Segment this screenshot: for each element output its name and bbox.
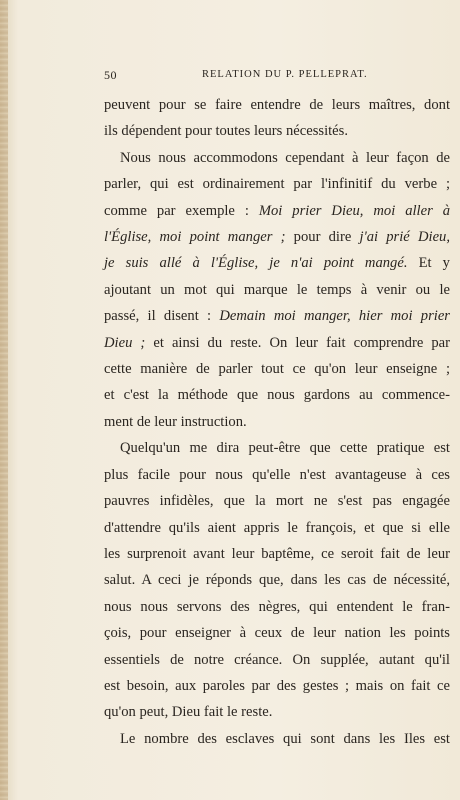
text-line: est besoin, aux paroles par des gestes ; mais on fait ce bbox=[104, 677, 450, 694]
running-head: RELATION DU P. PELLEPRAT. bbox=[202, 69, 368, 80]
text-line: nous nous servons des nègres, qui entendent le fran- bbox=[104, 598, 450, 615]
page-number: 50 bbox=[104, 68, 117, 82]
body-text bbox=[104, 92, 450, 752]
text-line: les surprenoit avant leur baptême, ce seroit fait de leur bbox=[104, 545, 450, 562]
text-line: et c'est la méthode que nous gardons au commence- bbox=[104, 387, 450, 404]
page-header bbox=[104, 68, 450, 84]
text-line: comme par exemple : Moi prier Dieu, moi aller à bbox=[104, 202, 450, 219]
text-line: plus facile pour nous qu'elle n'est avantageuse à ces bbox=[104, 466, 450, 483]
page-binding-edge bbox=[0, 0, 8, 800]
text-line: essentiels de notre créance. On supplée, autant qu'il bbox=[104, 651, 450, 668]
text-line: çois, pour enseigner à ceux de leur nation les points bbox=[104, 625, 450, 642]
text-line: l'Église, moi point manger ; pour dire j'ai prié Dieu, bbox=[104, 229, 450, 246]
text-line: qu'on peut, Dieu fait le reste. bbox=[104, 704, 273, 721]
text-line: parler, qui est ordinairement par l'infinitif du verbe ; bbox=[104, 176, 450, 193]
text-line: passé, il disent : Demain moi manger, hier moi prier bbox=[104, 308, 450, 325]
text-line: Dieu ; et ainsi du reste. On leur fait comprendre par bbox=[104, 334, 450, 351]
text-line: Nous nous accommodons cependant à leur façon de bbox=[120, 149, 450, 166]
text-line: je suis allé à l'Église, je n'ai point mangé. Et y bbox=[104, 255, 450, 272]
text-line: ils dépendent pour toutes leurs nécessités. bbox=[104, 123, 348, 140]
text-line: Le nombre des esclaves qui sont dans les Iles est bbox=[120, 730, 450, 747]
text-line: d'attendre qu'ils aient appris le françois, et que si elle bbox=[104, 519, 450, 536]
text-line: ajoutant un mot qui marque le temps à venir ou le bbox=[104, 281, 450, 298]
text-line: Quelqu'un me dira peut-être que cette pratique est bbox=[120, 440, 450, 457]
text-line: pauvres infidèles, que la mort ne s'est pas engagée bbox=[104, 493, 450, 510]
text-line: salut. A ceci je réponds que, dans les cas de nécessité, bbox=[104, 572, 450, 589]
text-line: peuvent pour se faire entendre de leurs maîtres, dont bbox=[104, 97, 450, 113]
text-line: ment de leur instruction. bbox=[104, 413, 247, 430]
text-line: cette manière de parler tout ce qu'on leur enseigne ; bbox=[104, 361, 450, 378]
